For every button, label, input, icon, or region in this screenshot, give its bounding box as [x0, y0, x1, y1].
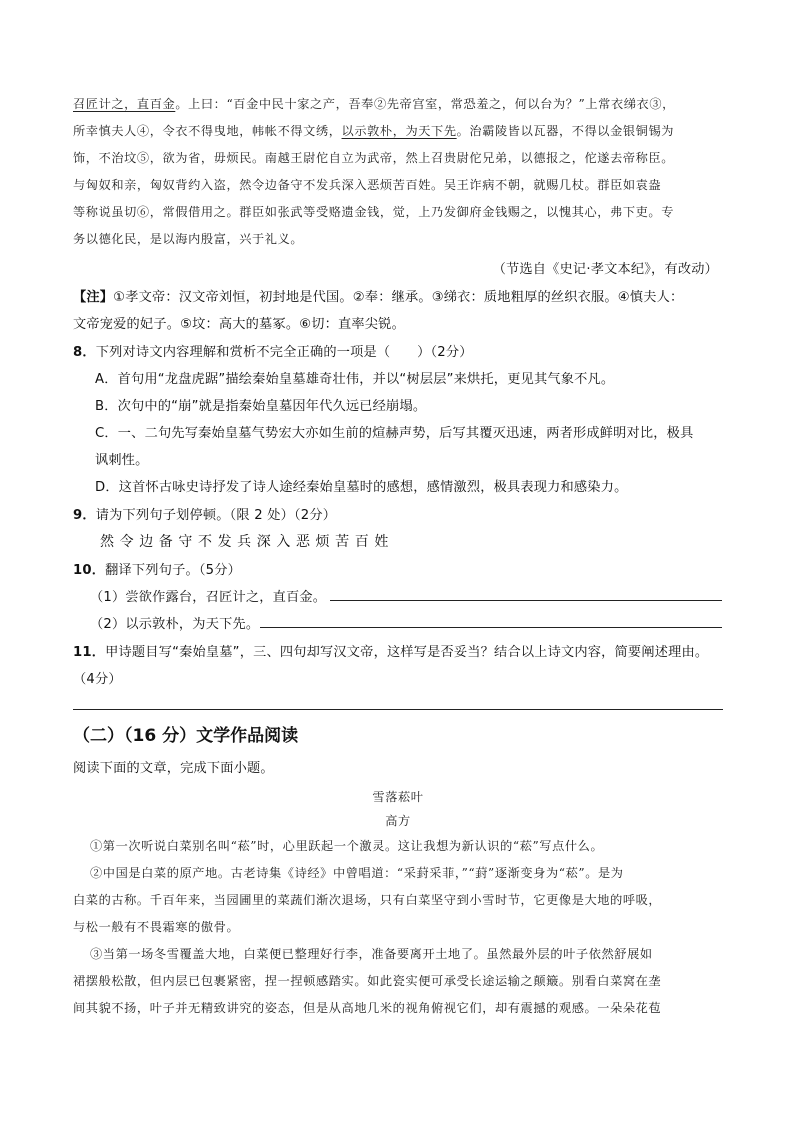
option-d: D．这首怀古咏史诗抒发了诗人途经秦始皇墓时的感想，感情激烈，极具表现力和感染力。 [95, 480, 628, 495]
notes-line-2: 文帝宠爱的妃子。⑤坟：高大的墓冢。⑥切：直率尖锐。 [73, 317, 405, 332]
question-10 [73, 559, 241, 578]
answer-line-1[interactable] [330, 600, 722, 601]
passage-line-5: 等称说虽切⑥，常假借用之。群臣如张武等受赂遗金钱，觉，上乃发御府金钱赐之，以愧其心，弗下吏。专 [73, 205, 675, 219]
underlined-sentence: 以示敦朴，为天下先 [341, 124, 457, 138]
paragraph-2-line-3: 与松一般有不畏霜寒的傲骨。 [73, 920, 240, 934]
underlined-sentence: 召匠计之，直百金 [73, 97, 176, 111]
section-instruction: 阅读下面的文章，完成下面小题。 [73, 761, 274, 776]
option-c: C．一、二句先写秦始皇墓气势宏大亦如生前的煊赫声势，后写其覆灭迅速，两者形成鲜明对比，极具 [95, 426, 694, 441]
passage-line-6: 务以德化民，是以海内殷富，兴于礼义。 [73, 232, 304, 246]
question-number: 11． [73, 645, 106, 660]
paragraph-2-line-2: 白菜的古称。千百年来，当园圃里的菜蔬们渐次退场，只有白菜坚守到小雪时节，它更像是大地的呼吸， [73, 893, 662, 907]
question-number: 9． [73, 508, 96, 523]
question-11-score: （4分） [73, 672, 122, 687]
passage-line-3: 饰，不治坟⑤，欲为省，毋烦民。南越王尉佗自立为武帝，然上召贵尉佗兄弟，以德报之，佗遂去帝称臣。 [73, 151, 675, 165]
question-stem: 下列对诗文内容理解和赏析不完全正确的一项是（ ）（2分） [95, 345, 473, 360]
question-11 [73, 641, 708, 660]
paragraph-1: ①第一次听说白菜别名叫“菘”时，心里跃起一个激灵。这让我想为新认识的“菘”写点什么。 [90, 839, 604, 853]
translate-sentence-1: （1）尝欲作露台，召匠计之，直百金。 [90, 590, 327, 605]
answer-line-2[interactable] [260, 627, 722, 628]
section-divider [73, 709, 723, 710]
option-c-continued: 讽刺性。 [95, 453, 149, 468]
section-title: （二）（16 分）文学作品阅读 [73, 726, 299, 746]
question-number: 10． [73, 563, 106, 578]
notes-line-1: 【注】①孝文帝：汉文帝刘恒，初封地是代国。②奉：继承。③绨衣：质地粗厚的丝织衣服。④慎夫人： [73, 290, 684, 305]
article-author: 高方 [385, 814, 411, 828]
paragraph-2-line-1: ②中国是白菜的原产地。古老诗集《诗经》中曾唱道：“采葑采菲，”“葑”逐渐变身为“菘”。是为 [90, 866, 624, 880]
passage-line-1: 召匠计之，直百金。上曰：“百金中民十家之产，吾奉②先帝宫室，常恐羞之，何以台为？”上常衣绨衣③， [73, 97, 675, 111]
passage-source: （节选自《史记·孝文本纪》，有改动） [492, 262, 718, 277]
question-stem: 翻译下列句子。（5分） [105, 563, 242, 578]
translate-sentence-2: （2）以示敦朴，为天下先。 [90, 617, 260, 632]
article-title: 雪落菘叶 [372, 790, 424, 804]
question-9 [73, 504, 336, 523]
paragraph-3-line-2: 裙摆般松散，但内层已包裹紧密，捏一捏顿感踏实。如此瓷实便可承受长途运输之颠簸。别看白菜窝在垄 [73, 974, 662, 988]
question-stem: 请为下列句子划停顿。（限 2 处）（2分） [95, 508, 337, 523]
paragraph-3-line-3: 间其貌不扬，叶子并无精致讲究的姿态，但是从高地几米的视角俯视它们，却有震撼的观感。一朵朵花苞 [73, 1001, 662, 1015]
option-b: B．次句中的“崩”就是指秦始皇墓因年代久远已经崩塌。 [95, 399, 427, 414]
question-8 [73, 341, 473, 360]
option-a: A．首句用“龙盘虎踞”描绘秦始皇墓雄奇壮伟，并以“树层层”来烘托，更见其气象不凡。 [95, 372, 615, 387]
passage-line-2: 所幸慎夫人④，令衣不得曳地，帏帐不得文绣，以示敦朴，为天下先。治霸陵皆以瓦器，不得以金银铜锡为 [73, 124, 675, 138]
question-number: 8． [73, 345, 96, 360]
passage-line-4: 与匈奴和亲，匈奴背约入盗，然令边备守不发兵深入恶烦苦百姓。吴王诈病不朝，就赐几杖。群臣如袁盎 [73, 178, 662, 192]
question-stem: 甲诗题目写“秦始皇墓”，三、四句却写汉文帝，这样写是否妥当？结合以上诗文内容，简要阐述理由。 [105, 645, 709, 660]
paragraph-3-line-1: ③当第一场冬雪覆盖大地，白菜便已整理好行李，准备要离开土地了。虽然最外层的叶子依然舒展如 [90, 947, 653, 961]
pause-sentence: 然 令 边 备 守 不 发 兵 深 入 恶 烦 苦 百 姓 [100, 534, 389, 550]
notes-label: 【注】 [73, 290, 114, 305]
